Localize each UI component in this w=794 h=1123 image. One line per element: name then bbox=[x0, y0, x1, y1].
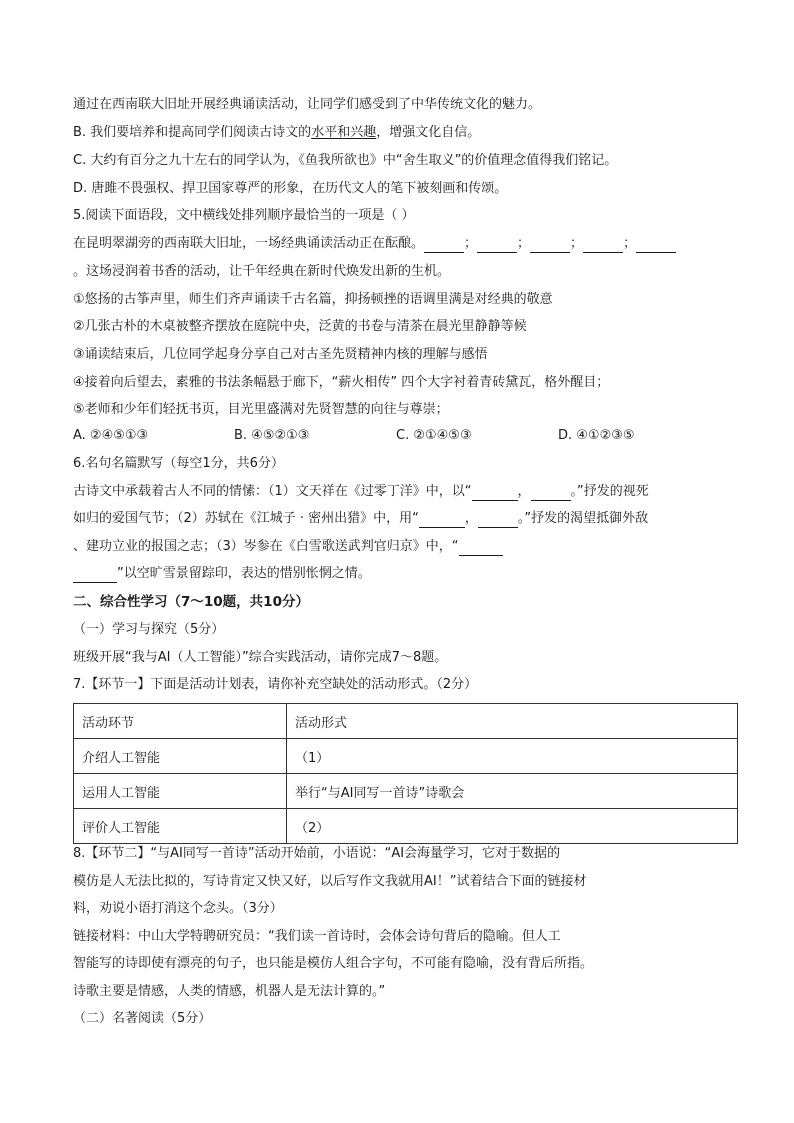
q5-passage-line-2: 。这场浸润着书香的活动，让千年经典在新时代焕发出新的生机。 bbox=[73, 264, 451, 279]
table-row bbox=[74, 809, 738, 844]
q5-choice-a[interactable]: A. ②④⑤①③ bbox=[73, 428, 149, 443]
q5-blank-2[interactable] bbox=[477, 238, 517, 253]
q6-line-4 bbox=[73, 565, 371, 583]
q5-item-3: ③诵读结束后，几位同学起身分享自己对古圣先贤精神内核的理解与感悟 bbox=[73, 347, 488, 362]
q5-separator: ； bbox=[464, 236, 478, 251]
table-header-row bbox=[74, 704, 738, 739]
q6-line-1 bbox=[73, 483, 649, 501]
q6-text: 。”抒发的渴望抵御外敌 bbox=[517, 511, 649, 526]
q6-text: 、建功立业的报国之志；（3）岑参在《白雪歌送武判官归京》中，“ bbox=[73, 539, 459, 554]
q6-text: ， bbox=[464, 511, 478, 526]
table-cell-form: 举行“与AI同写一首诗”诗歌会 bbox=[287, 774, 738, 809]
q5-blank-1[interactable] bbox=[424, 238, 464, 253]
q5-blank-3[interactable] bbox=[530, 238, 570, 253]
q6-blank-6[interactable] bbox=[73, 568, 117, 583]
q4-option-b-text-2: ，增强文化自信。 bbox=[376, 125, 481, 140]
q5-blank-5[interactable] bbox=[636, 238, 676, 253]
q5-separator: ； bbox=[570, 236, 584, 251]
link-material-line-1: 链接材料：中山大学特聘研究员：“我们读一首诗时，会体会诗句背后的隐喻。但人工 bbox=[73, 929, 561, 944]
q8-line-2: 模仿是人无法比拟的，写诗肯定又快又好，以后写作文我就用AI！”试着结合下面的链接材 bbox=[73, 874, 587, 889]
link-material-line-3: 诗歌主要是情感，人类的情感，机器人是无法计算的。” bbox=[73, 984, 386, 999]
q5-choice-d[interactable]: D. ④①②③⑤ bbox=[558, 428, 635, 443]
q6-blank-2[interactable] bbox=[531, 486, 571, 501]
subsection-heading: （二）名著阅读（5分） bbox=[73, 1011, 212, 1026]
subsection-heading: （一）学习与探究（5分） bbox=[73, 622, 225, 637]
q4-option-b-underlined: 水平和兴趣 bbox=[311, 125, 377, 140]
section-2-heading: 二、综合性学习（7～10题，共10分） bbox=[73, 594, 309, 610]
table-cell-stage: 运用人工智能 bbox=[74, 774, 287, 809]
table-row bbox=[74, 739, 738, 774]
q5-item-2: ②几张古朴的木桌被整齐摆放在庭院中央，泛黄的书卷与清茶在晨光里静静等候 bbox=[73, 319, 527, 334]
q5-item-5: ⑤老师和少年们轻抚书页，目光里盛满对先贤智慧的向往与尊崇； bbox=[73, 402, 449, 417]
table-cell-stage: 评价人工智能 bbox=[74, 809, 287, 844]
q6-text: ， bbox=[517, 484, 531, 499]
q6-text: 如归的爱国气节；（2）苏轼在《江城子 · 密州出猎》中，用“ bbox=[73, 511, 419, 526]
link-material-line-2: 智能写的诗即使有漂亮的句子，也只能是模仿人组合字句，不可能有隐喻，没有背后所指。 bbox=[73, 956, 594, 971]
q5-passage-line-1 bbox=[73, 235, 676, 253]
q5-item-4: ④接着向后望去，素雅的书法条幅悬于廊下，“薪火相传” 四个大字衬着青砖黛瓦，格外醒目； bbox=[73, 375, 610, 390]
q6-line-2 bbox=[73, 510, 648, 528]
table-cell-form[interactable]: （1） bbox=[287, 739, 738, 774]
q5-separator: ； bbox=[517, 236, 531, 251]
table-row bbox=[74, 774, 738, 809]
q4-option-c: C. 大约有百分之九十左右的同学认为，《鱼我所欲也》中“舍生取义”的价值理念值得我们铭记。 bbox=[73, 153, 618, 168]
q5-blank-4[interactable] bbox=[583, 238, 623, 253]
q8-line-1: 8.【环节二】“与AI同写一首诗”活动开始前，小语说：“AI会海量学习，它对于数据的 bbox=[73, 846, 561, 861]
table-cell-stage: 介绍人工智能 bbox=[74, 739, 287, 774]
q5-choice-b[interactable]: B. ④⑤②①③ bbox=[234, 428, 310, 443]
q6-title: 6.名句名篇默写（每空1分，共6分） bbox=[73, 456, 284, 471]
q6-blank-5[interactable] bbox=[459, 541, 503, 556]
table-header-cell: 活动形式 bbox=[287, 704, 738, 739]
q4-option-a-continuation: 通过在西南联大旧址开展经典诵读活动，让同学们感受到了中华传统文化的魅力。 bbox=[73, 97, 542, 112]
q4-option-d: D. 唐雎不畏强权、捍卫国家尊严的形象，在历代文人的笔下被刻画和传颂。 bbox=[73, 181, 508, 196]
table-cell-form[interactable]: （2） bbox=[287, 809, 738, 844]
q8-line-3: 料，劝说小语打消这个念头。（3分） bbox=[73, 901, 283, 916]
q4-option-b bbox=[73, 124, 480, 142]
q6-blank-1[interactable] bbox=[472, 486, 518, 501]
q6-text: ”以空旷雪景留踪印，表达的惜别怅惘之情。 bbox=[117, 566, 371, 581]
q6-line-3 bbox=[73, 538, 503, 556]
activity-plan-table bbox=[73, 703, 738, 844]
q5-choice-c[interactable]: C. ②①④⑤③ bbox=[396, 428, 472, 443]
q5-separator: ； bbox=[623, 236, 637, 251]
q5-item-1: ①悠扬的古筝声里，师生们齐声诵读千古名篇，抑扬顿挫的语调里满是对经典的敬意 bbox=[73, 292, 553, 307]
section-2-intro: 班级开展“我与AI（人工智能）”综合实践活动，请你完成7～8题。 bbox=[73, 650, 448, 665]
q6-blank-3[interactable] bbox=[419, 513, 465, 528]
q5-title: 5.阅读下面语段，文中横线处排列顺序最恰当的一项是（ ） bbox=[73, 208, 415, 223]
q6-blank-4[interactable] bbox=[478, 513, 518, 528]
q7-title: 7.【环节一】下面是活动计划表，请你补充空缺处的活动形式。（2分） bbox=[73, 677, 478, 692]
q6-text: 古诗文中承载着古人不同的情愫：（1）文天祥在《过零丁洋》中，以“ bbox=[73, 484, 472, 499]
q4-option-b-text-1: B. 我们要培养和提高同学们阅读古诗文的 bbox=[73, 125, 312, 140]
q6-text: 。”抒发的视死 bbox=[570, 484, 649, 499]
q5-passage-text-1: 在昆明翠湖旁的西南联大旧址，一场经典诵读活动正在酝酿。 bbox=[73, 236, 425, 251]
table-header-cell: 活动环节 bbox=[74, 704, 287, 739]
